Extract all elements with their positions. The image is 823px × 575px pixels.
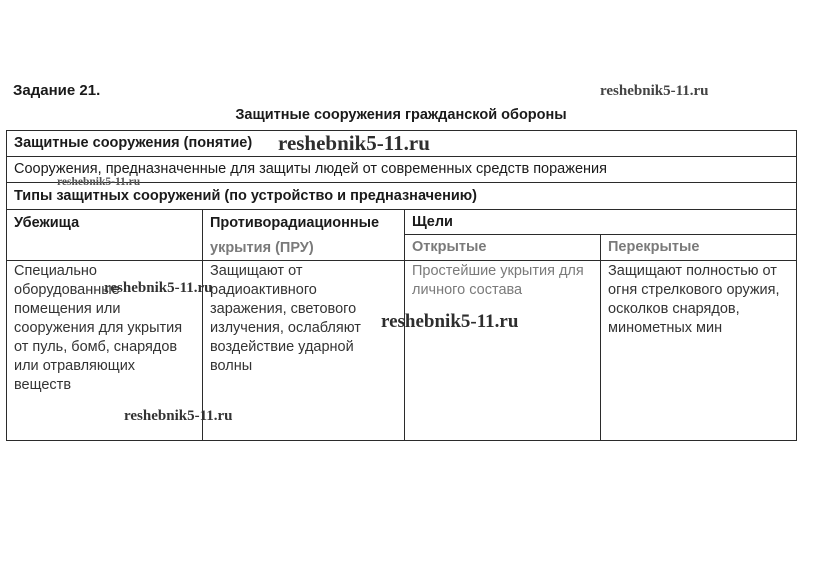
watermark-middle: reshebnik5-11.ru [381, 311, 519, 332]
watermark-tiny: reshebnik5-11.ru [57, 176, 141, 188]
task-number: Задание 21. [13, 82, 101, 99]
otkrytye-header-cell: Открытые [405, 235, 601, 261]
ubezhishcha-description: Специально оборудованные помещения или сооружения для укрытия от пуль, бомб, снарядов или отравляющих веществ [7, 261, 203, 441]
concept-definition-cell: Сооружения, предназначенные для защиты людей от современных средств поражения [7, 157, 797, 183]
pru-header-line2: укрытия (ПРУ) [210, 240, 314, 256]
document-title: Защитные сооружения гражданской обороны [235, 107, 567, 123]
pru-description: Защищают от радиоактивного заражения, светового излучения, ослабляют воздействие ударной волны [203, 261, 405, 441]
watermark-bottom: reshebnik5-11.ru [124, 408, 233, 424]
otkrytye-description: Простейшие укрытия для личного состава [405, 261, 601, 441]
pru-header-line1: Противорадиационные [210, 215, 380, 231]
perekrytye-description: Защищают полностью от огня стрелкового оружия, осколков снарядов, минометных мин [601, 261, 797, 441]
perekrytye-header-cell: Перекрытые [601, 235, 797, 261]
types-header-cell: Типы защитных сооружений (по устройство и предназначению) [7, 183, 797, 210]
shcheli-header-cell: Щели [405, 210, 797, 235]
concept-header-cell: Защитные сооружения (понятие) [7, 131, 797, 157]
table-row [7, 210, 797, 235]
ubezhishcha-header-cell: Убежища [7, 210, 203, 261]
pru-header-cell [203, 210, 405, 261]
watermark-top: reshebnik5-11.ru [600, 83, 709, 99]
watermark-large: reshebnik5-11.ru [278, 131, 430, 155]
watermark-left: reshebnik5-11.ru [104, 280, 213, 296]
